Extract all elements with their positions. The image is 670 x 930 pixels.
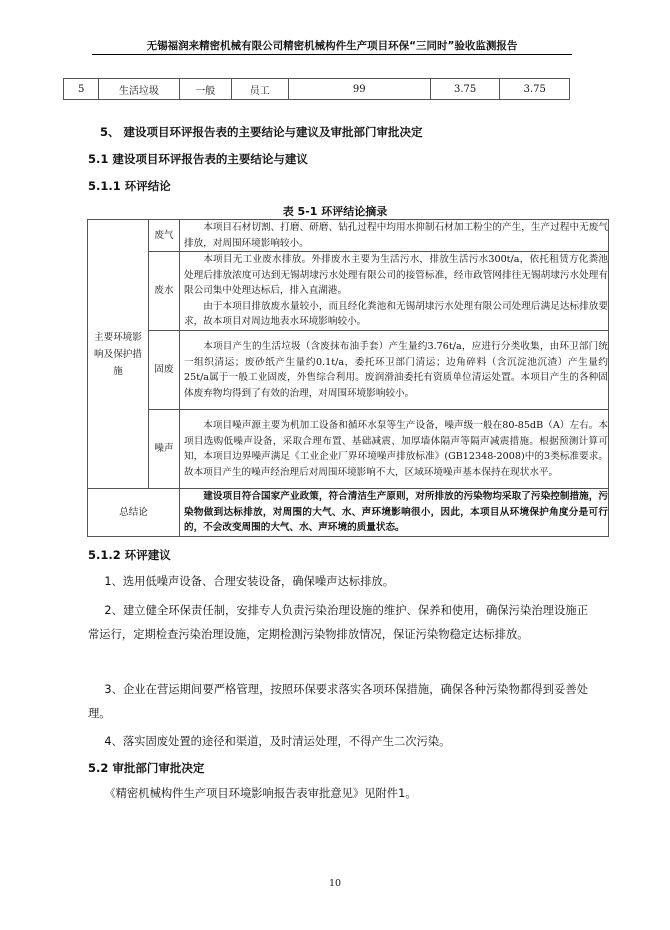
page-header: 无锡福润来精密机械有限公司精密机械构件生产项目环保“三同时”验收监测报告 (146, 40, 518, 52)
row-text-air (180, 220, 609, 252)
table-row (88, 220, 609, 252)
paragraph: 本项目石材切割、打磨、研磨、钻孔过程中均用水抑制石材加工粉尘的产生，生产过程中无废气排放，对周围环境影响较小。 (184, 222, 608, 249)
row-text-noise (180, 410, 609, 489)
cell-index: 5 (64, 79, 99, 100)
suggestion-2: 2、建立健全环保责任制，安排专人负责污染治理设施的维护、保养和使用，确保污染治理设施正常运行，定期检查污染治理设施，定期检测污染物排放情况，保证污染物稳定达标排放。 (88, 604, 588, 641)
table-row (88, 252, 609, 331)
section-5-1-1-heading: 5.1.1 环评结论 (88, 179, 171, 193)
cell-amount: 3.75 (430, 79, 500, 100)
cell-code: 99 (288, 79, 430, 100)
page-number: 10 (328, 878, 342, 889)
top-table (63, 78, 570, 100)
row-text-water (180, 252, 609, 331)
section-5-1-2-heading: 5.1.2 环评建议 (88, 548, 171, 562)
table-row (88, 489, 609, 537)
cell-class: 一般 (179, 79, 231, 100)
table-row (88, 410, 609, 489)
summary-text (180, 489, 609, 537)
cell-type: 生活垃圾 (99, 79, 179, 100)
row-label-water: 废水 (149, 252, 180, 331)
row-label-air: 废气 (149, 220, 180, 252)
section-5-heading: 5、 建设项目环评报告表的主要结论与建议及审批部门审批决定 (100, 125, 423, 139)
section-5-1-heading: 5.1 建设项目环评报告表的主要结论与建议 (88, 152, 308, 166)
approval-text: 《精密机械构件生产项目环境影响报告表审批意见》见附件1。 (104, 787, 417, 800)
cell-source: 员工 (231, 79, 288, 100)
group-label: 主要环境影响及保护措施 (88, 220, 149, 489)
conclusion-table (87, 219, 609, 537)
suggestion-4: 4、落实固废处置的途径和渠道，及时清运处理，不得产生二次污染。 (104, 735, 451, 748)
row-label-noise: 噪声 (149, 410, 180, 489)
paragraph: 建设项目符合国家产业政策，符合清洁生产原则，对所排放的污染物均采取了污染控制措施，污染物做到达标排放，对周围的大气、水、声环境影响很小，因此，本项目从环境保护角度分是可行的，不会改变周围的大气、水、声环境的质量状态。 (184, 491, 608, 533)
paragraph: 本项目噪声源主要为机加工设备和循环水泵等生产设备，噪声级一般在80-85dB（A）左右。本项目选购低噪声设备，采取合理布置、基础减震、加厚墙体隔声等隔声减震措施。根据预测计算可知，本项目边界噪声满足《工业企业厂界环境噪声排放标准》(GB12348-2008)中的3类标准要求。故本项目产生的噪声经治理后对周围环境影响不大，区域环境噪声基本保持在现状水平。 (184, 420, 608, 478)
summary-label: 总结论 (88, 489, 180, 537)
section-5-2-heading: 5.2 审批部门审批决定 (88, 761, 205, 775)
cell-disposed: 3.75 (500, 79, 570, 100)
table-caption: 表 5-1 环评结论摘录 (282, 205, 388, 218)
suggestion-1: 1、选用低噪声设备、合理安装设备，确保噪声达标排放。 (104, 575, 394, 588)
table-row (88, 331, 609, 410)
paragraph: 本项目无工业废水排放。外排废水主要为生活污水，排放生活污水300t/a，依托租赁方化粪池处理后排放浓度可达到无锡胡埭污水处理有限公司的接管标准，经市政管网排往无锡胡埭污水处理有限公司集中处理达标后，排入直湖港。 (184, 254, 608, 297)
header-rule (92, 54, 572, 55)
paragraph: 由于本项目排放废水量较小，而且经化粪池和无锡胡埭污水处理有限公司处理后满足达标排放要求，故本项目对周边地表水环境影响较小。 (184, 300, 608, 328)
paragraph: 本项目产生的生活垃圾（含废抹布油手套）产生量约3.76t/a，应进行分类收集，由环卫部门统一组织清运；废砂纸产生量约0.1t/a，委托环卫部门清运；边角碎料（含沉淀池沉渣）产生量约25t/a属于一般工业固废，外售综合利用。废润滑油委托有资质单位清运处置。本项目产生的各种固体废弃物均得到了有效的治理，对周围环境影响较小。 (184, 341, 608, 399)
table-row (64, 79, 570, 100)
suggestion-3: 3、企业在营运期间要严格管理，按照环保要求落实各项环保措施，确保各种污染物都得到妥善处理。 (88, 683, 588, 720)
row-text-solid-waste (180, 331, 609, 410)
row-label-solid-waste: 固废 (149, 331, 180, 410)
